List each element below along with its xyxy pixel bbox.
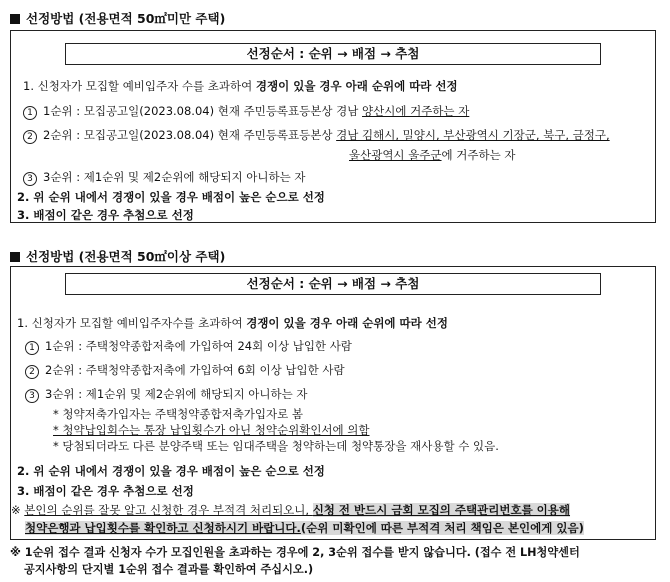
- rank-2: 2 2순위 : 주택청약종합저축에 가입하여 6회 이상 납입한 사람: [25, 362, 345, 379]
- caution-note-cont: 청약은행과 납입횟수를 확인하고 신청하시기 바랍니다.(순위 미확인에 따른 부적격 처리 책임은 본인에게 있음): [25, 521, 584, 535]
- rule-3: 3. 배점이 같은 경우 추첨으로 선정: [17, 208, 194, 222]
- footer-note: ※ 1순위 접수 결과 신청자 수가 모집인원을 초과하는 경우에 2, 3순위 접수를 받지 않습니다. (접수 전 LH청약센터: [10, 546, 580, 559]
- rule-1: 1. 신청자가 모집할 예비입주자 수를 초과하여 경쟁이 있을 경우 아래 순위에 따라 선정: [23, 79, 458, 93]
- rank-2-cont: 울산광역시 울주군에 거주하는 자: [349, 148, 516, 162]
- rule-2: 2. 위 순위 내에서 경쟁이 있을 경우 배점이 높은 순으로 선정: [17, 190, 325, 204]
- circled-number-icon: 1: [23, 106, 37, 120]
- rule-1: 1. 신청자가 모집할 예비입주자수를 초과하여 경쟁이 있을 경우 아래 순위에 따라 선정: [17, 316, 448, 330]
- rank-2: 2 2순위 : 모집공고일(2023.08.04) 현재 주민등록표등본상 경남 김해시, 밀양시, 부산광역시 기장군, 북구, 금정구,: [23, 127, 610, 144]
- star-note-2: * 청약납입회수는 통장 납입횟수가 아닌 청약순위확인서에 의함: [53, 423, 370, 437]
- rank-3: 3 3순위 : 제1순위 및 제2순위에 해당되지 아니하는 자: [25, 386, 307, 403]
- star-note-1: * 청약저축가입자는 주택청약종합저축가입자로 봄: [53, 407, 304, 421]
- rank-1: 1 1순위 : 모집공고일(2023.08.04) 현재 주민등록표등본상 경남 양산시에 거주하는 자: [23, 103, 469, 120]
- circled-number-icon: 2: [23, 130, 37, 144]
- square-bullet-icon: [10, 252, 20, 262]
- rank-1: 1 1순위 : 주택청약종합저축에 가입하여 24회 이상 납입한 사람: [25, 338, 352, 355]
- section2-title: 선정방법 (전용면적 50㎡이상 주택): [10, 247, 225, 265]
- circled-number-icon: 1: [25, 341, 39, 355]
- circled-number-icon: 3: [23, 172, 37, 186]
- square-bullet-icon: [10, 14, 20, 24]
- rule-2: 2. 위 순위 내에서 경쟁이 있을 경우 배점이 높은 순으로 선정: [17, 464, 325, 478]
- caution-note: ※ 본인의 순위를 잘못 알고 신청한 경우 부적격 처리되오니, 신청 전 반드시 금회 모집의 주택관리번호를 이용해: [11, 503, 571, 517]
- section2-box: [10, 266, 656, 540]
- reference-mark: ※: [11, 503, 21, 517]
- circled-number-icon: 2: [25, 365, 39, 379]
- section1-box: [10, 30, 656, 223]
- star-note-3: * 당첨되더라도 다른 분양주택 또는 임대주택을 청약하는데 청약통장을 재사용할 수 있음.: [53, 439, 499, 453]
- rule-3: 3. 배점이 같은 경우 추첨으로 선정: [17, 484, 194, 498]
- selection-order-banner: 선정순서 : 순위 → 배점 → 추첨: [65, 273, 601, 295]
- reference-mark: ※: [10, 546, 21, 559]
- section1-title: 선정방법 (전용면적 50㎡미만 주택): [10, 9, 225, 27]
- rank-3: 3 3순위 : 제1순위 및 제2순위에 해당되지 아니하는 자: [23, 169, 305, 186]
- selection-order-banner: 선정순서 : 순위 → 배점 → 추첨: [65, 43, 601, 65]
- circled-number-icon: 3: [25, 389, 39, 403]
- footer-note-cont: 공지사항의 단지별 1순위 접수 결과를 확인하여 주십시오.): [24, 563, 314, 576]
